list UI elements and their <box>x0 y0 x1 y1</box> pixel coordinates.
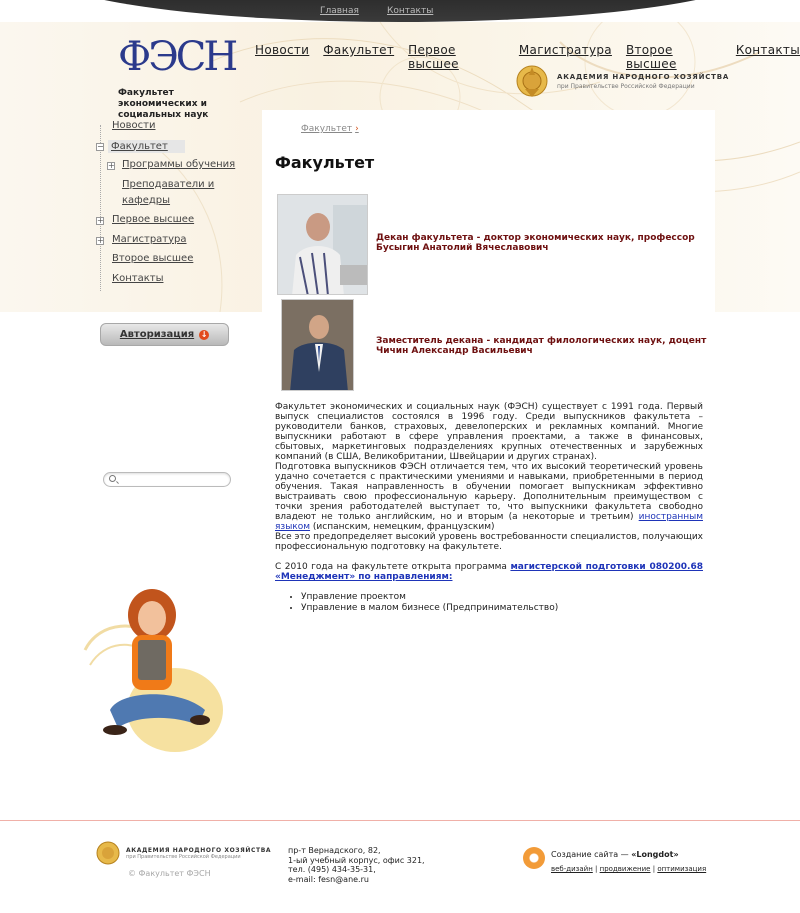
dean-name: Бусыгин Анатолий Вячеславович <box>376 243 549 253</box>
student-illustration <box>80 580 230 760</box>
sidebar-item-teachers-cont[interactable] <box>95 195 240 215</box>
arrow-down-icon: ↓ <box>200 329 208 339</box>
site-logo[interactable] <box>118 34 236 120</box>
academy-emblem-icon <box>96 838 120 868</box>
paragraph <box>275 462 703 532</box>
dean-title: Декан факультета - доктор экономических наук, профессор <box>376 233 695 243</box>
paragraph-text: С 2010 года на факультете открыта программа <box>275 562 511 572</box>
breadcrumb[interactable] <box>301 124 359 134</box>
paragraph: Факультет экономических и социальных наук (ФЭСН) существует с 1991 года. Первый выпуск специалистов состоялся в 1996 году. Среди выпускников факультета – руководители банков, страховых, девелоперских и рекламных компаний. Многие выпускники работают в сфере управления проектами, а также в финансовых, сбытовых, маркетинговых подразделениях крупных отечественных и зарубежных компаний (в США, Великобритании, Швейцарии и других странах). <box>275 402 703 462</box>
sidebar-item-masters[interactable] <box>95 234 240 254</box>
sidebar-item-label[interactable]: Новости <box>112 120 156 131</box>
footer-divider <box>0 820 800 821</box>
sidebar-item-label[interactable]: Второе высшее <box>112 253 194 264</box>
faculty-description <box>275 402 703 614</box>
sidebar-item-label[interactable]: Факультет <box>111 140 168 152</box>
collapse-icon[interactable]: − <box>97 141 104 151</box>
nav-faculty[interactable]: Факультет <box>323 43 395 57</box>
program-list <box>301 592 703 614</box>
paragraph-text: Подготовка выпускников ФЭСН отличается тем, что их высокий теоретический уровень удачно сочетается с практическими умениями и навыками, приобретенными в период обучения. Такая направленность в обучении помогает выпускникам эффективно выстраивать свою профессиональную карьеру. Дополнительным преимуществом с точки зрения работодателей выступает то, что выпускники факультета свободно владеют не только английским, но и вторым (а некоторые и третьим) <box>275 462 703 522</box>
top-link-home[interactable]: Главная <box>320 6 359 16</box>
dean-caption <box>376 233 695 253</box>
expand-icon[interactable]: + <box>97 235 104 245</box>
nav-first-degree[interactable]: Первое высшее <box>408 43 459 71</box>
search-input[interactable] <box>120 474 225 485</box>
developer-links: веб-дизайн | продвижение | оптимизация <box>551 865 707 873</box>
breadcrumb-item[interactable]: Факультет <box>301 124 353 134</box>
paragraph-text: (испанским, немецким, французским) <box>310 522 495 532</box>
deputy-caption <box>376 336 706 356</box>
nav-contacts[interactable]: Контакты <box>735 43 800 57</box>
logo-subtitle: Факультет экономических и социальных наук <box>118 88 209 120</box>
academy-subtitle: при Правительстве Российской Федерации <box>557 82 695 90</box>
footer-address <box>288 846 425 884</box>
address-line: пр-т Вернадского, 82, <box>288 846 381 855</box>
sidebar-item-programs[interactable] <box>95 159 240 179</box>
sidebar-menu <box>95 120 240 292</box>
address-line: e-mail: fesn@ane.ru <box>288 874 369 884</box>
paragraph <box>275 562 703 582</box>
academy-emblem-icon <box>515 61 549 101</box>
chevron-right-icon: › <box>355 124 359 134</box>
optimization-link[interactable]: оптимизация <box>657 865 707 873</box>
page-title: Факультет <box>275 153 375 172</box>
auth-button[interactable] <box>100 323 229 346</box>
sidebar-item-faculty[interactable] <box>95 140 240 160</box>
developer-prefix: Создание сайта — <box>551 850 632 859</box>
nav-masters[interactable]: Магистратура <box>518 43 612 57</box>
sidebar-item-contacts[interactable] <box>95 273 240 293</box>
sidebar-item-second-degree[interactable] <box>95 253 240 273</box>
longdot-logo-icon[interactable] <box>523 847 545 869</box>
developer-text <box>551 850 679 859</box>
address-line: тел. (495) 434-35-31, <box>288 865 376 874</box>
logo-mark: ФЭСН <box>118 34 236 80</box>
address-line: 1-ый учебный корпус, офис 321, <box>288 855 425 865</box>
footer-academy-sub: при Правительстве Российской Федерации <box>126 853 241 860</box>
developer-name[interactable]: «Longdot» <box>631 850 679 859</box>
paragraph: Все это предопределяет высокий уровень востребованности специалистов, получающих профессиональную подготовку на факультете. <box>275 532 703 552</box>
footer-academy-name: АКАДЕМИЯ НАРОДНОГО ХОЗЯЙСТВА <box>126 846 272 854</box>
dean-photo <box>277 194 368 295</box>
promotion-link[interactable]: продвижение <box>599 865 651 873</box>
deputy-title: Заместитель декана - кандидат филологических наук, доцент <box>376 336 707 346</box>
sidebar-item-label[interactable]: Первое высшее <box>112 214 195 225</box>
nav-news[interactable]: Новости <box>255 43 310 57</box>
sidebar-item-label[interactable]: Программы обучения <box>122 159 236 170</box>
auth-button-label: Авторизация <box>119 329 195 340</box>
foreign-languages-link[interactable]: иностранным языком <box>275 512 703 532</box>
expand-icon[interactable]: + <box>97 216 104 225</box>
deputy-name: Чичин Александр Васильевич <box>376 346 533 356</box>
sidebar-item-label[interactable]: Контакты <box>112 272 164 284</box>
web-design-link[interactable]: веб-дизайн <box>551 865 593 873</box>
search-box[interactable] <box>103 472 231 487</box>
academy-logo[interactable] <box>515 61 729 101</box>
copyright: © Факультет ФЭСН <box>128 869 211 878</box>
sidebar-item-teachers[interactable] <box>95 179 240 195</box>
academy-name: АКАДЕМИЯ НАРОДНОГО ХОЗЯЙСТВА <box>557 72 730 81</box>
top-link-contacts[interactable]: Контакты <box>387 6 434 16</box>
nav-second-degree[interactable]: Второе высшее <box>625 43 677 71</box>
sidebar-item-label[interactable]: Магистратура <box>112 233 187 245</box>
footer-academy-logo[interactable] <box>96 838 271 868</box>
deputy-photo <box>281 299 354 391</box>
sidebar-item-active-bg <box>108 140 185 153</box>
sidebar-item-news[interactable] <box>95 120 240 140</box>
sidebar-item-first-degree[interactable] <box>95 214 240 234</box>
masters-program-link[interactable]: магистерской подготовки 080200.68 «Менеджмент» по направлениям: <box>275 562 703 582</box>
search-icon[interactable] <box>109 475 116 482</box>
expand-icon[interactable]: + <box>108 161 115 170</box>
top-bar <box>0 0 800 22</box>
sidebar-item-label[interactable]: Преподаватели и <box>122 178 215 190</box>
list-item: • Управление проектом <box>301 592 703 603</box>
list-item: • Управление в малом бизнесе (Предпринимательство) <box>301 603 703 614</box>
sidebar-item-label[interactable]: кафедры <box>122 194 171 206</box>
